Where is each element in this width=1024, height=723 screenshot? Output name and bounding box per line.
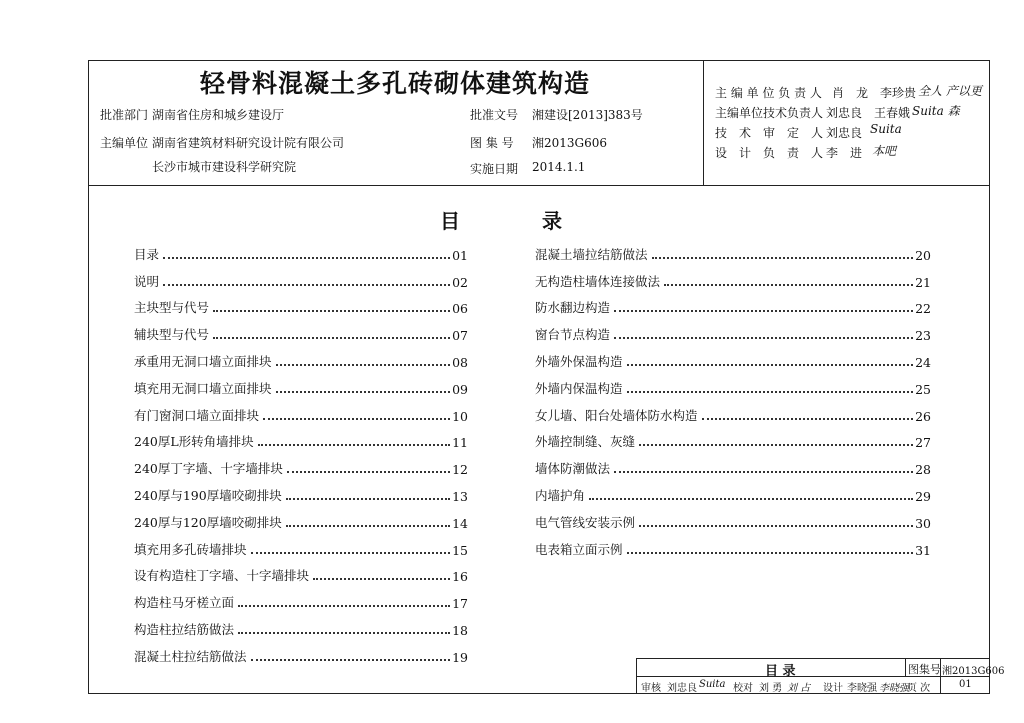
toc-leader-dots <box>627 552 913 554</box>
header-vertical-divider <box>703 60 704 185</box>
toc-entry-label: 辅块型与代号 <box>134 327 210 343</box>
toc-entry[interactable] <box>535 263 931 290</box>
toc-entry-page: 22 <box>915 301 931 317</box>
toc-entry-label: 设有构造柱丁字墙、十字墙排块 <box>134 568 310 584</box>
toc-entry[interactable] <box>535 504 931 531</box>
toc-entry-page: 15 <box>452 542 468 558</box>
responsible-role: 主 编 单 位 负 责 人 <box>715 86 822 100</box>
responsible-role: 主编单位技术负责人 <box>715 106 824 120</box>
toc-entry[interactable] <box>134 290 468 317</box>
toc-entry-label: 有门窗洞口墙立面排块 <box>134 407 260 423</box>
toc-leader-dots <box>286 525 450 527</box>
toc-leader-dots <box>251 552 450 554</box>
toc-entry-page: 23 <box>915 328 931 344</box>
toc-entry-page: 14 <box>452 515 468 531</box>
page-label: 页 次 <box>907 683 931 694</box>
atlas-label: 图集号 <box>908 663 941 676</box>
toc-leader-dots <box>639 444 913 446</box>
toc-entry-page: 24 <box>915 354 931 370</box>
toc-entry-label: 外墙控制缝、灰缝 <box>535 434 636 450</box>
toc-entry-page: 13 <box>452 488 468 504</box>
toc-entry-label: 主块型与代号 <box>134 300 210 316</box>
atlas-no: 湘2013G606 <box>942 666 1005 677</box>
toc-entry-page: 29 <box>915 488 931 504</box>
toc-entry-page: 26 <box>915 408 931 424</box>
toc-entry-label: 承重用无洞口墙立面排块 <box>134 353 272 369</box>
approval-dept-label: 批准部门 <box>100 108 149 122</box>
toc-leader-dots <box>702 418 913 420</box>
toc-leader-dots <box>639 525 913 527</box>
toc-entry[interactable] <box>134 558 468 585</box>
toc-leader-dots <box>627 391 913 393</box>
toc-entry[interactable] <box>535 450 931 477</box>
toc-entry-page: 27 <box>915 435 931 451</box>
toc-leader-dots <box>589 498 913 500</box>
review-label: 审核 <box>641 683 661 694</box>
toc-entry-label: 240厚与120厚墙咬砌排块 <box>134 514 282 530</box>
toc-entry-label: 外墙外保温构造 <box>535 353 623 369</box>
toc-entry[interactable] <box>134 370 468 397</box>
toc-entry[interactable] <box>134 638 468 665</box>
toc-entry-label: 混凝土柱拉结筋做法 <box>134 648 247 664</box>
impl-date: 2014.1.1 <box>532 160 586 174</box>
review-name: 刘忠良 <box>667 683 697 694</box>
toc-leader-dots <box>614 310 913 312</box>
signature: 本吧 <box>872 144 897 158</box>
toc-leader-dots <box>238 605 450 607</box>
design-name: 李晓强 <box>847 683 877 694</box>
atlas-no-label: 图 集 号 <box>470 136 514 150</box>
toc-leader-dots <box>238 632 450 634</box>
toc-entry-label: 目录 <box>134 246 160 262</box>
toc-entry-page: 28 <box>915 462 931 478</box>
toc-entry-label: 240厚丁字墙、十字墙排块 <box>134 461 283 477</box>
toc-entry[interactable] <box>535 290 931 317</box>
responsible-role: 技 术 审 定 人 <box>715 126 824 140</box>
toc-entry[interactable] <box>535 316 931 343</box>
toc-entry-label: 女儿墙、阳台处墙体防水构造 <box>535 407 698 423</box>
toc-leader-dots <box>313 578 450 580</box>
impl-date-label: 实施日期 <box>470 162 519 176</box>
check-signature: 刘 占 <box>787 683 811 694</box>
toc-entry-page: 17 <box>452 596 468 612</box>
toc-entry-label: 窗台节点构造 <box>535 327 611 343</box>
responsible-role: 设 计 负 责 人 <box>715 146 824 160</box>
toc-entry[interactable] <box>535 531 931 558</box>
toc-entry[interactable] <box>535 424 931 451</box>
toc-entry-label: 构造柱拉结筋做法 <box>134 621 235 637</box>
signature: Suita <box>870 122 902 136</box>
toc-entry[interactable] <box>134 316 468 343</box>
toc-entry-label: 240厚L形转角墙排块 <box>134 434 254 450</box>
toc-entry[interactable] <box>134 504 468 531</box>
toc-leader-dots <box>614 337 913 339</box>
toc-entry[interactable] <box>535 343 931 370</box>
page-number: 01 <box>959 679 972 690</box>
toc-heading-left: 目 <box>440 209 460 233</box>
toc-leader-dots <box>287 471 450 473</box>
toc-entry[interactable] <box>535 236 931 263</box>
toc-leader-dots <box>213 337 450 339</box>
title-block <box>636 658 1005 694</box>
toc-entry-label: 构造柱马牙槎立面 <box>134 595 235 611</box>
toc-entry-label: 内墙护角 <box>535 487 586 503</box>
toc-entry-page: 12 <box>452 462 468 478</box>
signature: Suita 森 <box>912 104 960 118</box>
toc-list-right <box>535 236 931 558</box>
toc-entry[interactable] <box>134 584 468 611</box>
toc-entry-label: 填充用多孔砖墙排块 <box>134 541 247 557</box>
responsible-names: 肖 龙 李珍贵 <box>832 86 917 100</box>
approval-no: 湘建设[2013]383号 <box>532 108 643 122</box>
header-divider <box>88 185 990 186</box>
toc-leader-dots <box>258 444 450 446</box>
approval-no-label: 批准文号 <box>470 108 519 122</box>
toc-leader-dots <box>614 471 913 473</box>
sheet-title: 目 录 <box>765 664 796 679</box>
toc-leader-dots <box>652 257 913 259</box>
toc-leader-dots <box>213 310 450 312</box>
toc-entry[interactable] <box>134 477 468 504</box>
toc-entry-label: 混凝土墙拉结筋做法 <box>535 246 648 262</box>
toc-entry-page: 16 <box>452 569 468 585</box>
toc-leader-dots <box>627 364 913 366</box>
toc-entry[interactable] <box>134 263 468 290</box>
toc-entry-page: 18 <box>452 622 468 638</box>
toc-entry-label: 电表箱立面示例 <box>535 541 623 557</box>
toc-entry[interactable] <box>134 397 468 424</box>
document-title: 轻骨料混凝土多孔砖砌体建筑构造 <box>200 69 591 98</box>
toc-leader-dots <box>664 284 913 286</box>
signature: 全人 产以更 <box>918 84 982 98</box>
toc-entry-page: 10 <box>452 408 468 424</box>
toc-entry-page: 09 <box>452 381 468 397</box>
toc-entry-page: 31 <box>915 542 931 558</box>
editor-unit-label: 主编单位 <box>100 136 149 150</box>
toc-entry[interactable] <box>134 424 468 451</box>
toc-entry-page: 25 <box>915 381 931 397</box>
check-label: 校对 <box>733 683 753 694</box>
toc-entry-page: 01 <box>452 247 468 263</box>
responsible-names: 刘忠良 <box>826 126 863 140</box>
toc-entry[interactable] <box>134 236 468 263</box>
toc-entry[interactable] <box>134 611 468 638</box>
toc-entry[interactable] <box>535 397 931 424</box>
toc-entry-label: 墙体防潮做法 <box>535 461 611 477</box>
toc-entry-label: 防水翻边构造 <box>535 300 611 316</box>
toc-entry-label: 外墙内保温构造 <box>535 380 623 396</box>
editor-unit-2: 长沙市城市建设科学研究院 <box>152 160 297 174</box>
design-label: 设计 <box>823 683 843 694</box>
editor-unit-1: 湖南省建筑材料研究设计院有限公司 <box>152 136 345 150</box>
toc-entry-page: 07 <box>452 328 468 344</box>
toc-entry[interactable] <box>535 370 931 397</box>
toc-entry-label: 填充用无洞口墙立面排块 <box>134 380 272 396</box>
toc-entry-page: 20 <box>915 247 931 263</box>
responsible-names: 李 进 <box>826 146 863 160</box>
atlas-no: 湘2013G606 <box>532 136 608 150</box>
toc-leader-dots <box>163 284 450 286</box>
toc-entry[interactable] <box>134 531 468 558</box>
toc-entry-page: 02 <box>452 274 468 290</box>
toc-leader-dots <box>286 498 450 500</box>
check-name: 刘 勇 <box>759 683 783 694</box>
toc-entry-page: 30 <box>915 515 931 531</box>
toc-entry[interactable] <box>134 343 468 370</box>
toc-entry-label: 说明 <box>134 273 160 289</box>
toc-entry-page: 11 <box>452 435 468 451</box>
toc-leader-dots <box>276 364 450 366</box>
review-signature: Suita <box>699 679 726 690</box>
toc-leader-dots <box>251 659 450 661</box>
design-signature: 李晓强 <box>879 683 909 694</box>
toc-leader-dots <box>163 257 450 259</box>
toc-entry-page: 19 <box>452 649 468 665</box>
toc-entry[interactable] <box>134 450 468 477</box>
responsible-names: 刘忠良 王春娥 <box>826 106 911 120</box>
toc-entry[interactable] <box>535 477 931 504</box>
toc-heading-right: 录 <box>542 209 562 233</box>
toc-leader-dots <box>276 391 450 393</box>
toc-entry-page: 06 <box>452 301 468 317</box>
toc-entry-page: 08 <box>452 354 468 370</box>
approval-dept: 湖南省住房和城乡建设厅 <box>152 108 285 122</box>
toc-entry-label: 电气管线安装示例 <box>535 514 636 530</box>
toc-entry-label: 无构造柱墙体连接做法 <box>535 273 661 289</box>
toc-list-left <box>134 236 468 665</box>
toc-entry-page: 21 <box>915 274 931 290</box>
toc-entry-label: 240厚与190厚墙咬砌排块 <box>134 487 282 503</box>
toc-leader-dots <box>263 418 450 420</box>
